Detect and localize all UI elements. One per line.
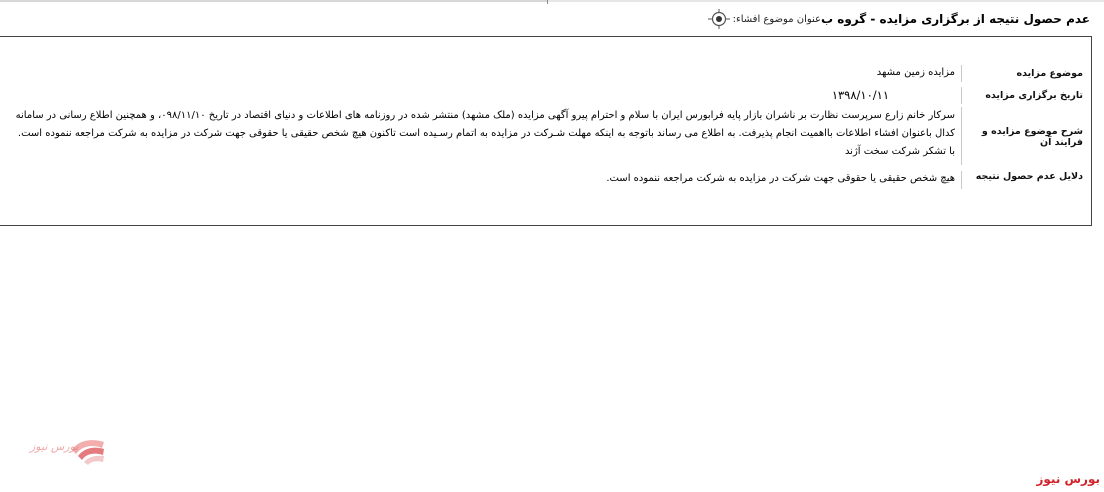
date-value: ۱۳۹۸/۱۰/۱۱ (831, 88, 889, 102)
reasons-label: دلایل عدم حصول نتیجه (961, 171, 1091, 189)
divider-left (0, 0, 548, 2)
process-value: سرکار خانم زارع سرپرست نظارت بر ناشران بازار پایه فرابورس ایران با سلام و احترام پیرو آگهی مزایده (ملک مشهد) منتشر شده در روزنامه های اطلاعات و دنیای اقتصاد در تاریخ ۰۹۸/۱۱/۱۰، و همچنین اطلاع رسانی در سامانه کدال باعنوان افشاء اطلاعات بااهمیت انجام پذیرفت. به اطلاع می رساند باتوجه به اینکه مهلت شـرکت در مزایده به اتمام رسـیده است تاکنون هیچ شخص حقیقی یا حقوقی جهت شرکت در مزایده به شرکت مراجعه ننموده است. با تشکر شرکت سخت آژند (15, 110, 955, 157)
top-divider (0, 0, 1104, 4)
target-bullet-icon (708, 9, 730, 29)
disclosure-title-bar (704, 9, 1090, 29)
reasons-value: هیچ شخص حقیقی یا حقوقی جهت شرکت در مزایده به شرکت مراجعه ننموده است. (606, 173, 955, 184)
divider-right (548, 0, 1104, 2)
reasons-row (606, 171, 1091, 189)
disclosure-subject-title: عدم حصول نتیجه از برگزاری مزایده - گروه ب (821, 12, 1090, 26)
topic-value: مزایده زمین مشهد (876, 67, 955, 78)
footer-brand-label: بورس نیوز (1036, 472, 1100, 486)
svg-text:بورس نیوز: بورس نیوز (30, 440, 79, 453)
date-label: تاریخ برگزاری مزایده (961, 87, 1091, 104)
topic-row (877, 65, 1091, 82)
bourse-news-logo (28, 432, 108, 468)
process-row (15, 107, 1091, 165)
date-row (832, 87, 1091, 104)
subject-prefix-label: عنوان موضوع افشاء: (732, 13, 821, 25)
topic-label: موضوع مزایده (961, 65, 1091, 82)
auction-details-panel (0, 36, 1092, 226)
process-label: شرح موضوع مزایده و فرایند آن (961, 107, 1091, 165)
